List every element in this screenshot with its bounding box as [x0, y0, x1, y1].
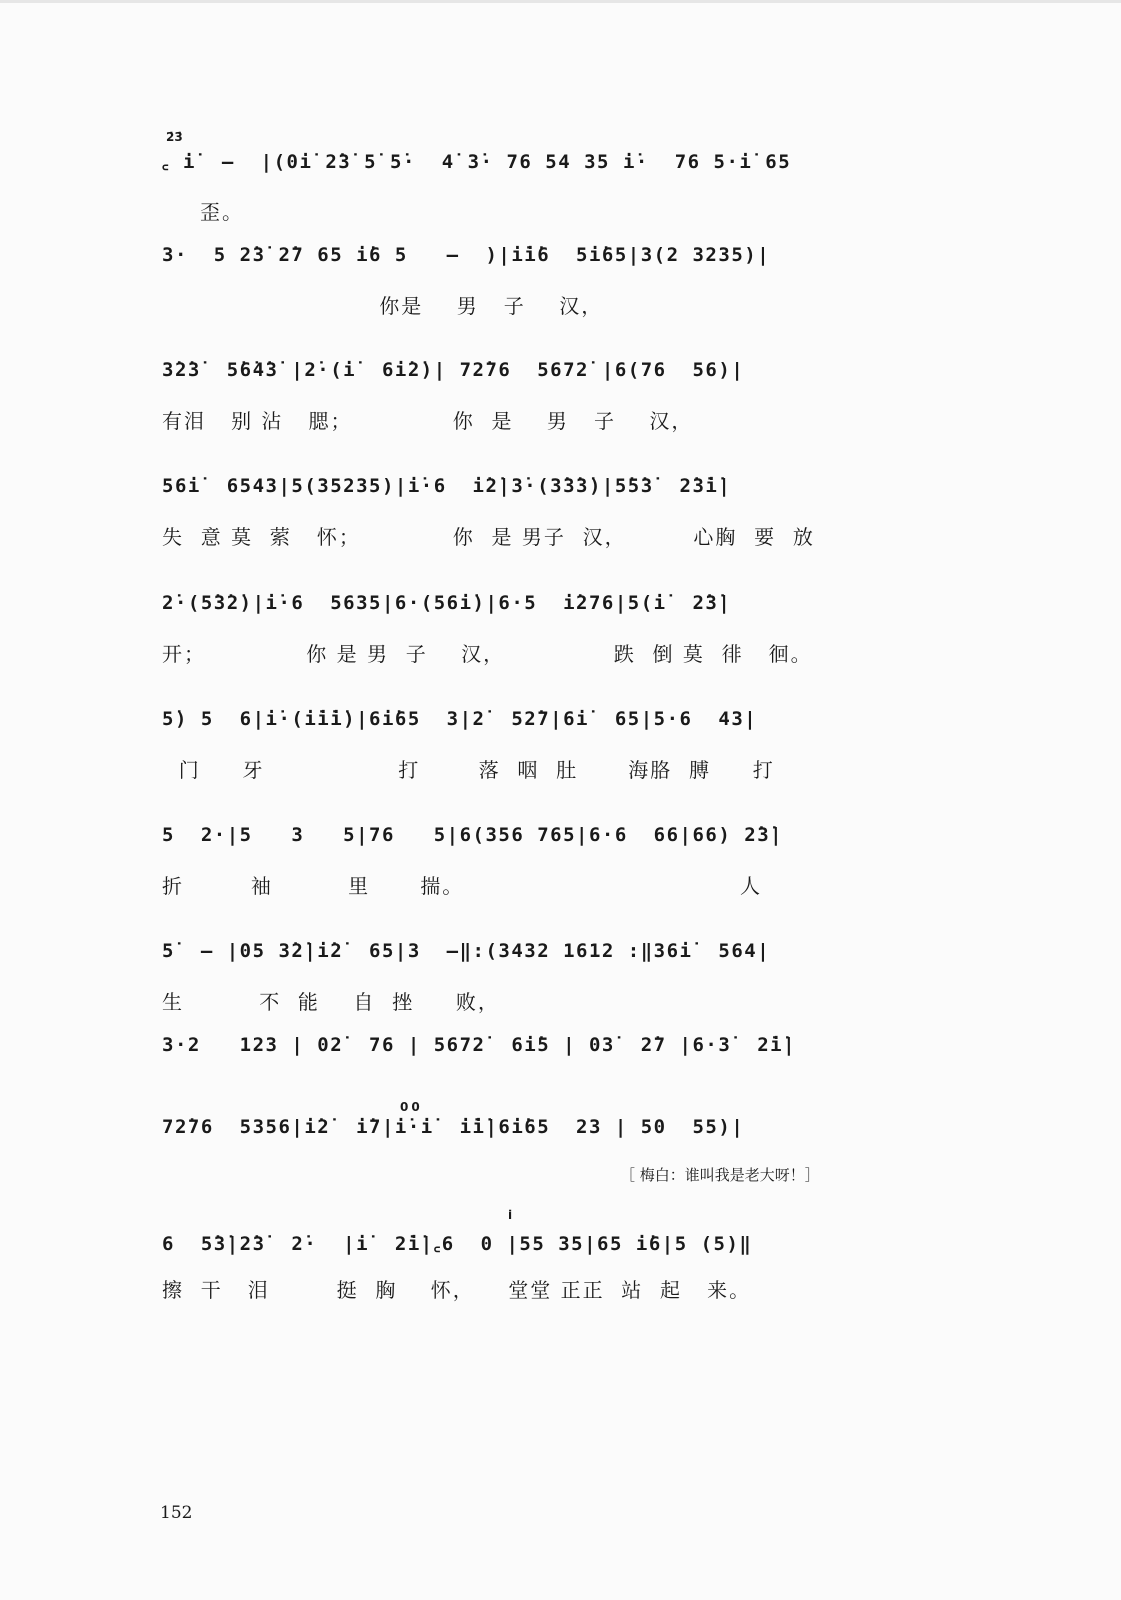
notation-line: 3·2 123 | 02̇ 76 | 5672̇ 6i̇5 | 03̇ 2̇7 |6·3̇ 2̇i̇| — [162, 1034, 797, 1056]
lyric-line: 擦 干 泪 挺 胸 怀， 堂堂 正正 站 起 来。 — [162, 1278, 752, 1302]
notation-line: 56i̇ 6543|5(35235)|i̇·6 i̇2̇|3̇·(3̇3̇3̇)|5̇5̇3̇ 2̇3̇i̇| — [162, 475, 732, 497]
notation-line: 5̇ – |05 3̇2̇|i̇2̇ 65|3 –‖:(3432 1612 :‖36i̇ 564| — [162, 940, 771, 962]
notation-line: 72̇76 5356|i̇2̇ i̇7|i̇·i̇ i̇i̇|6i̇65 23 | 50 55)| — [162, 1116, 745, 1138]
lyric-line: 开； 你 是 男 子 汉， 跌 倒 莫 徘 徊。 — [162, 642, 813, 666]
notation-line: 3· 5 2̇3̇ 2̇7 65 i̇6 5 – )|i̇i̇6 5i̇65|3(2 3235)| — [162, 244, 771, 266]
spoken-aside: ［ 梅白：谁叫我是老大呀！］ — [620, 1166, 820, 1184]
notation-line: 2̇·(5̇3̇2̇)|i̇·6 5635|6·(56i̇)|6·5 i̇276|5(i̇ 2̇3̇| — [162, 592, 732, 614]
grace-note: 2̇3̇ — [166, 130, 183, 144]
grace-note: 00 — [400, 1100, 423, 1114]
grace-note: i̇ — [508, 1208, 513, 1222]
lyric-line: 有泪 别 沾 腮； 你 是 男 子 汉， — [162, 409, 694, 433]
top-edge — [0, 0, 1121, 3]
notation-line: 5̇) 5 6|i̇·(i̇i̇i̇)|6i̇65 3|2̇ 52̇7|6i̇ 65|5·6 43| — [162, 708, 758, 730]
lyric-line: 门 牙 打 落 咽 肚 海胳 膊 打 — [162, 758, 775, 782]
lyric-line: 折 袖 里 揣。 人 — [162, 874, 763, 898]
lyric-line: 你是 男 子 汉， — [162, 294, 604, 318]
page-number: 152 — [160, 1503, 193, 1523]
notation-line: 3̇2̇3̇ 5̇6̇4̇3̇ |2̇·(i̇ 6i̇2̇)| 72̇76 5672̇ |6(76 56)| — [162, 359, 745, 381]
notation-line: ꜀ i̇ – |(0i̇ 2̇3̇ 5̇ 5̇· 4̇ 3̇· 76 54 35 i̇· 76 5·i̇ 65 — [162, 151, 792, 173]
notation-line: 5 2·|5 3 5|76 5|6(356 765|6·6 66|66) 2̇3̇| — [162, 824, 784, 846]
lyric-line: 歪。 — [200, 200, 244, 224]
lyric-line: 失 意 莫 萦 怀； 你 是 男子 汉， 心胸 要 放 — [162, 525, 815, 549]
lyric-line: 生 不 能 自 挫 败， — [162, 990, 500, 1014]
notation-line: 6 5̇3̇|2̇3̇ 2̇· |i̇ 2̇i̇|꜀6 0 |55 35|65 i̇6|5 (5)‖ — [162, 1233, 753, 1255]
